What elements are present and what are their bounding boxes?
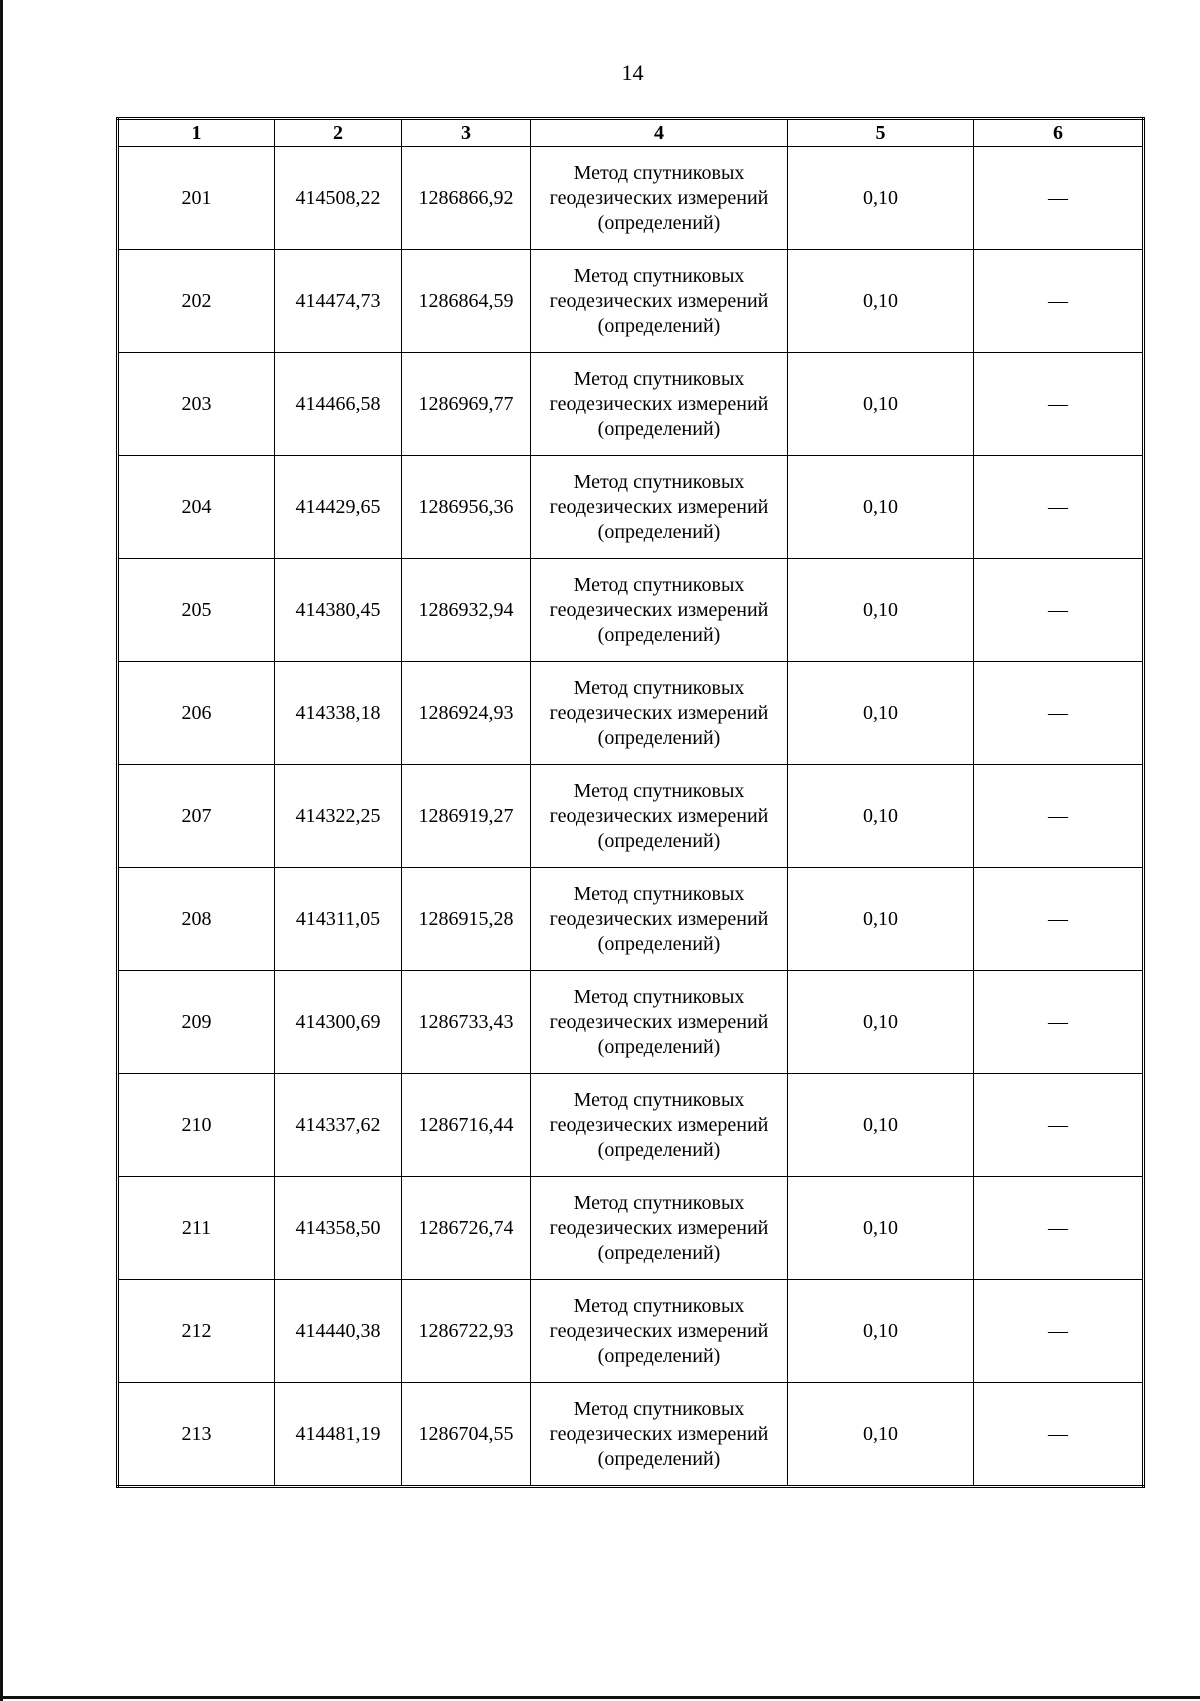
y-coordinate-cell: 1286704,55 xyxy=(402,1383,531,1487)
point-number-cell: 209 xyxy=(118,971,275,1074)
table-row xyxy=(118,1280,1144,1383)
accuracy-cell: 0,10 xyxy=(788,353,974,456)
header-col-5: 5 xyxy=(788,119,974,147)
method-cell xyxy=(531,250,788,353)
point-number-cell: 201 xyxy=(118,147,275,250)
x-coordinate-cell: 414311,05 xyxy=(275,868,402,971)
method-text: Метод спутниковых геодезических измерений (определений) xyxy=(549,1191,769,1264)
point-number-cell: 202 xyxy=(118,250,275,353)
note-cell: — xyxy=(974,971,1144,1074)
point-number-cell: 206 xyxy=(118,662,275,765)
header-col-2: 2 xyxy=(275,119,402,147)
table-row xyxy=(118,1074,1144,1177)
accuracy-cell: 0,10 xyxy=(788,250,974,353)
table-header-row xyxy=(118,119,1144,147)
x-coordinate-cell: 414508,22 xyxy=(275,147,402,250)
y-coordinate-cell: 1286733,43 xyxy=(402,971,531,1074)
x-coordinate-cell: 414466,58 xyxy=(275,353,402,456)
table-row xyxy=(118,353,1144,456)
note-cell: — xyxy=(974,1383,1144,1487)
header-col-6: 6 xyxy=(974,119,1144,147)
method-cell xyxy=(531,971,788,1074)
point-number-cell: 204 xyxy=(118,456,275,559)
table-row xyxy=(118,1383,1144,1487)
method-text: Метод спутниковых геодезических измерений (определений) xyxy=(549,367,769,440)
accuracy-cell: 0,10 xyxy=(788,971,974,1074)
x-coordinate-cell: 414440,38 xyxy=(275,1280,402,1383)
method-cell xyxy=(531,1280,788,1383)
header-col-3: 3 xyxy=(402,119,531,147)
accuracy-cell: 0,10 xyxy=(788,1280,974,1383)
accuracy-cell: 0,10 xyxy=(788,559,974,662)
page-number: 14 xyxy=(621,60,644,85)
point-number-cell: 203 xyxy=(118,353,275,456)
method-text: Метод спутниковых геодезических измерений (определений) xyxy=(549,882,769,955)
note-cell: — xyxy=(974,1177,1144,1280)
y-coordinate-cell: 1286969,77 xyxy=(402,353,531,456)
accuracy-cell: 0,10 xyxy=(788,1074,974,1177)
method-text: Метод спутниковых геодезических измерений (определений) xyxy=(549,985,769,1058)
x-coordinate-cell: 414322,25 xyxy=(275,765,402,868)
accuracy-cell: 0,10 xyxy=(788,1383,974,1487)
note-cell: — xyxy=(974,559,1144,662)
table-row xyxy=(118,456,1144,559)
method-cell xyxy=(531,147,788,250)
method-cell xyxy=(531,456,788,559)
y-coordinate-cell: 1286864,59 xyxy=(402,250,531,353)
x-coordinate-cell: 414300,69 xyxy=(275,971,402,1074)
accuracy-cell: 0,10 xyxy=(788,765,974,868)
method-cell xyxy=(531,1383,788,1487)
note-cell: — xyxy=(974,662,1144,765)
table-row xyxy=(118,662,1144,765)
note-cell: — xyxy=(974,765,1144,868)
method-text: Метод спутниковых геодезических измерений (определений) xyxy=(549,1397,769,1470)
y-coordinate-cell: 1286924,93 xyxy=(402,662,531,765)
scan-edge-left xyxy=(0,0,3,1701)
table-row xyxy=(118,1177,1144,1280)
method-cell xyxy=(531,868,788,971)
x-coordinate-cell: 414481,19 xyxy=(275,1383,402,1487)
point-number-cell: 211 xyxy=(118,1177,275,1280)
method-text: Метод спутниковых геодезических измерений (определений) xyxy=(549,1294,769,1367)
x-coordinate-cell: 414358,50 xyxy=(275,1177,402,1280)
point-number-cell: 207 xyxy=(118,765,275,868)
note-cell: — xyxy=(974,147,1144,250)
point-number-cell: 213 xyxy=(118,1383,275,1487)
method-cell xyxy=(531,559,788,662)
coordinates-table xyxy=(116,117,1145,1488)
table-row xyxy=(118,250,1144,353)
y-coordinate-cell: 1286919,27 xyxy=(402,765,531,868)
method-text: Метод спутниковых геодезических измерений (определений) xyxy=(549,573,769,646)
y-coordinate-cell: 1286956,36 xyxy=(402,456,531,559)
point-number-cell: 208 xyxy=(118,868,275,971)
method-text: Метод спутниковых геодезических измерений (определений) xyxy=(549,1088,769,1161)
method-text: Метод спутниковых геодезических измерений (определений) xyxy=(549,779,769,852)
y-coordinate-cell: 1286716,44 xyxy=(402,1074,531,1177)
accuracy-cell: 0,10 xyxy=(788,1177,974,1280)
method-text: Метод спутниковых геодезических измерений (определений) xyxy=(549,161,769,234)
y-coordinate-cell: 1286722,93 xyxy=(402,1280,531,1383)
header-col-4: 4 xyxy=(531,119,788,147)
table-row xyxy=(118,765,1144,868)
x-coordinate-cell: 414380,45 xyxy=(275,559,402,662)
scan-edge-bottom xyxy=(0,1696,1200,1699)
method-cell xyxy=(531,1177,788,1280)
point-number-cell: 205 xyxy=(118,559,275,662)
point-number-cell: 210 xyxy=(118,1074,275,1177)
note-cell: — xyxy=(974,250,1144,353)
x-coordinate-cell: 414474,73 xyxy=(275,250,402,353)
method-cell xyxy=(531,662,788,765)
note-cell: — xyxy=(974,1074,1144,1177)
y-coordinate-cell: 1286726,74 xyxy=(402,1177,531,1280)
note-cell: — xyxy=(974,1280,1144,1383)
table-row xyxy=(118,971,1144,1074)
x-coordinate-cell: 414338,18 xyxy=(275,662,402,765)
point-number-cell: 212 xyxy=(118,1280,275,1383)
x-coordinate-cell: 414429,65 xyxy=(275,456,402,559)
method-text: Метод спутниковых геодезических измерений (определений) xyxy=(549,676,769,749)
method-cell xyxy=(531,765,788,868)
x-coordinate-cell: 414337,62 xyxy=(275,1074,402,1177)
accuracy-cell: 0,10 xyxy=(788,456,974,559)
method-cell xyxy=(531,353,788,456)
table-row xyxy=(118,147,1144,250)
method-text: Метод спутниковых геодезических измерений (определений) xyxy=(549,470,769,543)
table-body xyxy=(118,147,1144,1487)
y-coordinate-cell: 1286915,28 xyxy=(402,868,531,971)
table-row xyxy=(118,868,1144,971)
method-text: Метод спутниковых геодезических измерений (определений) xyxy=(549,264,769,337)
accuracy-cell: 0,10 xyxy=(788,868,974,971)
accuracy-cell: 0,10 xyxy=(788,662,974,765)
accuracy-cell: 0,10 xyxy=(788,147,974,250)
note-cell: — xyxy=(974,456,1144,559)
y-coordinate-cell: 1286866,92 xyxy=(402,147,531,250)
header-col-1: 1 xyxy=(118,119,275,147)
table-row xyxy=(118,559,1144,662)
y-coordinate-cell: 1286932,94 xyxy=(402,559,531,662)
note-cell: — xyxy=(974,868,1144,971)
note-cell: — xyxy=(974,353,1144,456)
method-cell xyxy=(531,1074,788,1177)
